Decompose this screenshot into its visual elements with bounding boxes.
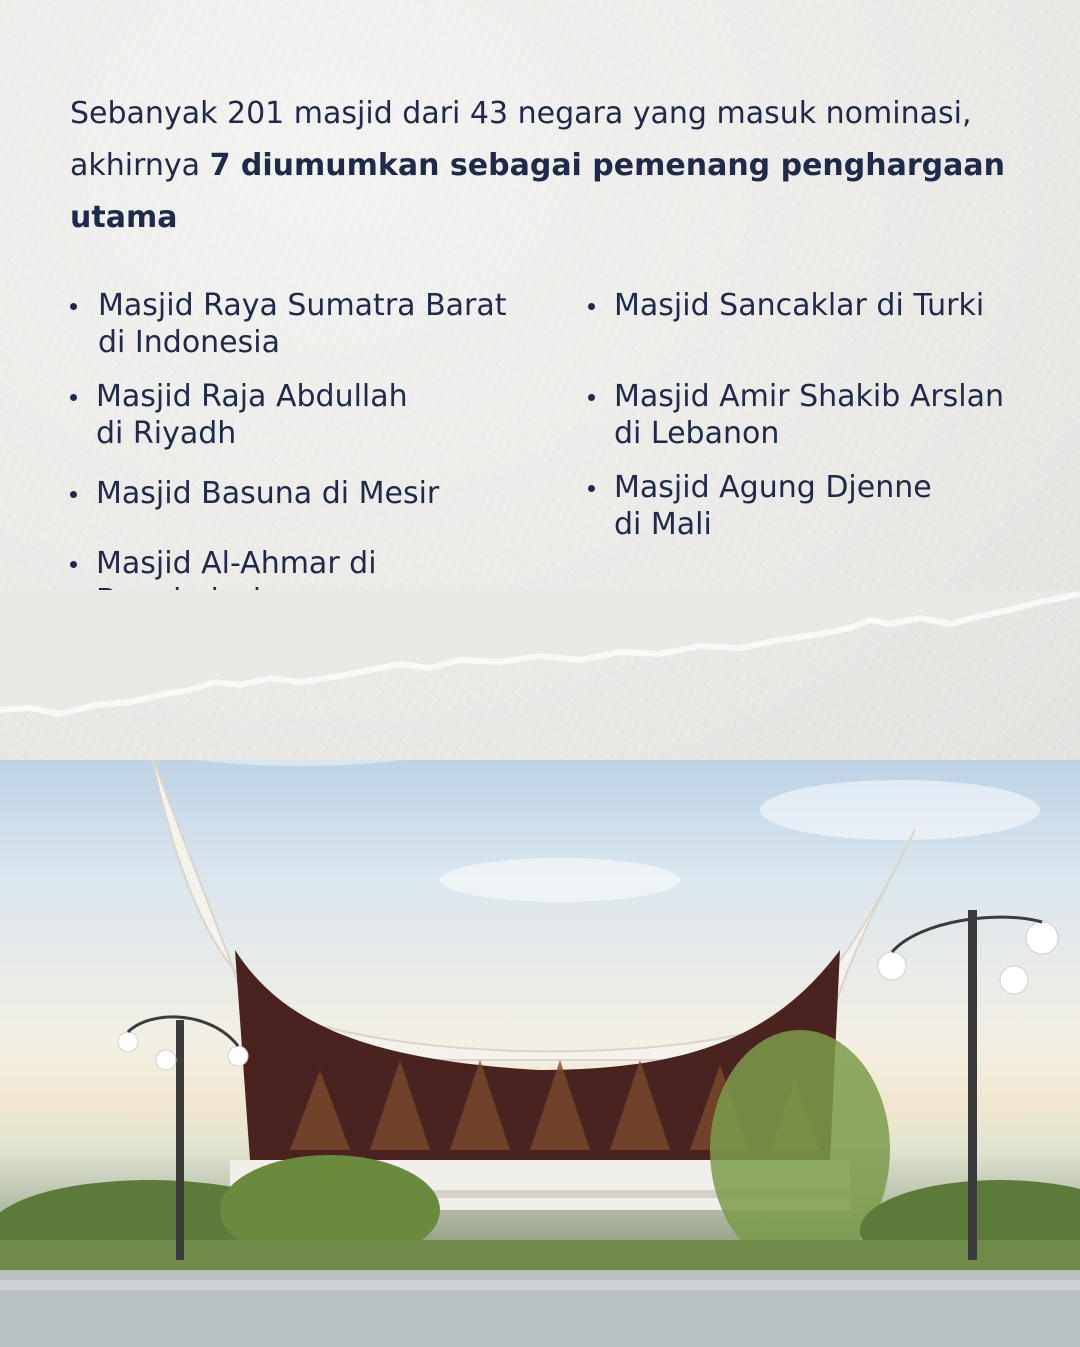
list-item: Masjid Basuna di Mesir — [70, 475, 536, 512]
intro-paragraph — [70, 88, 1020, 244]
bullet-icon — [70, 303, 77, 310]
bullet-icon — [70, 561, 77, 568]
intro-regular-text: Sebanyak 201 masjid dari 43 negara yang masuk nominasi, akhirnya — [70, 96, 972, 183]
list-item: Masjid Raja Abdullah di Riyadh — [70, 378, 536, 452]
list-item: Masjid Agung Djenne di Mali — [588, 469, 1054, 543]
list-item: Masjid Al-Ahmar di — [70, 545, 536, 619]
list-item: Masjid Amir Shakib Arslan di Lebanon — [588, 378, 1054, 452]
bullet-icon — [70, 491, 77, 498]
list-item: Masjid Raya Sumatra Barat di Indonesia — [70, 287, 538, 361]
bullet-icon — [70, 394, 77, 401]
intro-bold-text: 7 diumumkan sebagai pemenang penghargaan utama — [70, 148, 1005, 235]
torn-edge — [0, 590, 1080, 730]
bullet-icon — [588, 485, 595, 492]
bullet-icon — [588, 303, 595, 310]
list-item: Masjid Sancaklar di Turki — [588, 287, 1054, 324]
bullet-icon — [588, 394, 595, 401]
